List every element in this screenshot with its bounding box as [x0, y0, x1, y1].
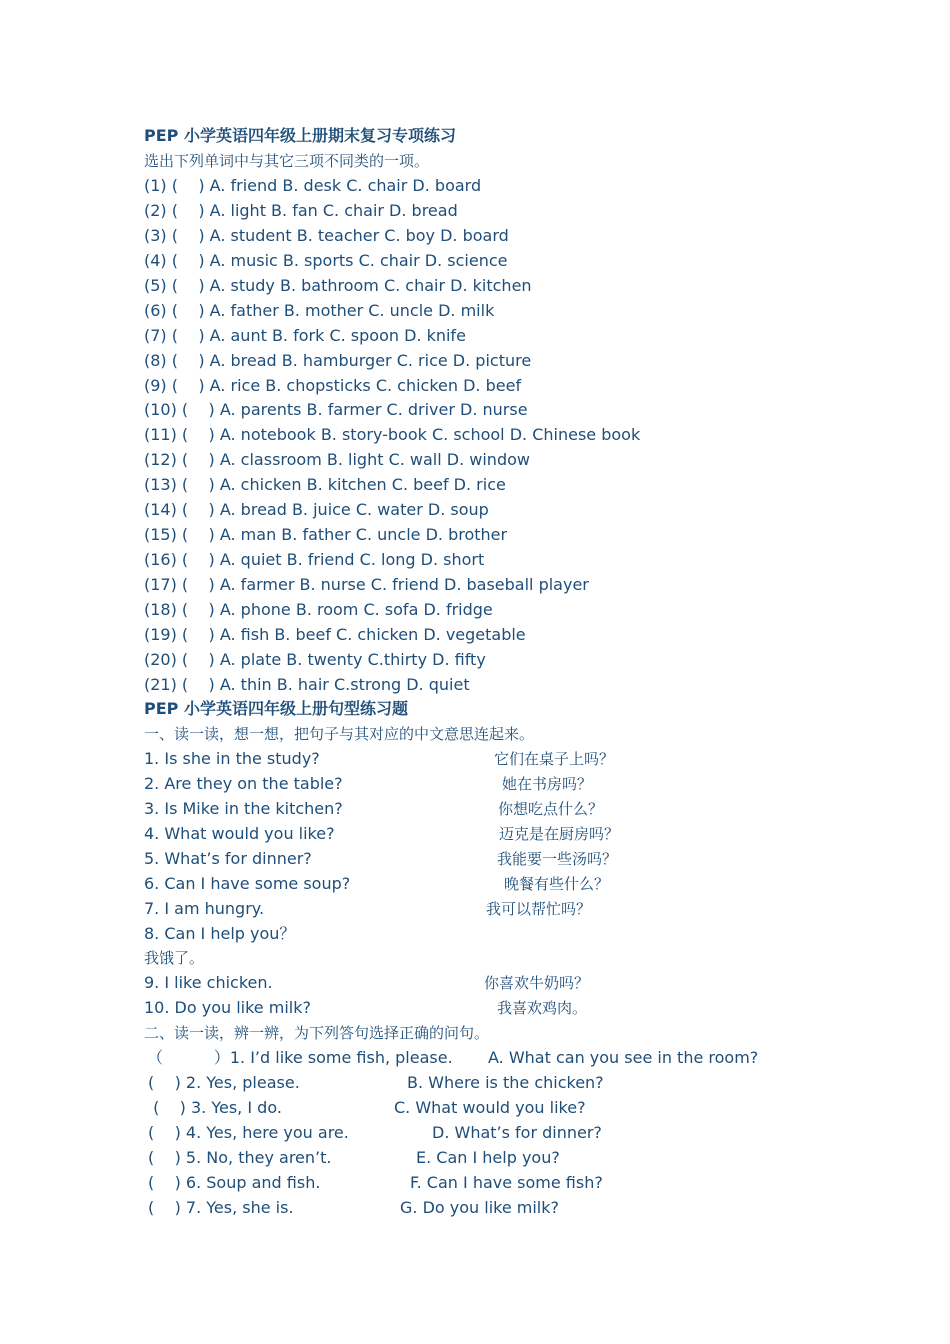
- question-item: (15) ( ) A. man B. father C. uncle D. brother: [144, 525, 508, 544]
- question-item: (7) ( ) A. aunt B. fork C. spoon D. knife: [144, 326, 466, 345]
- chinese-meaning: 它们在桌子上吗？: [494, 750, 615, 768]
- question-option: D. What’s for dinner?: [432, 1123, 602, 1142]
- section2-title: PEP 小学英语四年级上册句型练习题: [144, 699, 408, 718]
- chinese-meaning: 你喜欢牛奶吗？: [484, 974, 590, 992]
- part2-instruction: 二、读一读，辨一辨，为下列答句选择正确的问句。: [144, 1024, 490, 1042]
- chinese-meaning: 我喜欢鸡肉。: [497, 999, 588, 1017]
- question-item: (6) ( ) A. father B. mother C. uncle D. milk: [144, 301, 495, 320]
- answer-item: ( ) 2. Yes, please.: [148, 1073, 300, 1092]
- matching-sentence: 8. Can I help you？: [144, 924, 296, 943]
- question-option: E. Can I help you?: [416, 1148, 560, 1167]
- matching-sentence: 7. I am hungry.: [144, 899, 265, 918]
- answer-item: ( ) 6. Soup and fish.: [148, 1173, 321, 1192]
- matching-sentence: 3. Is Mike in the kitchen?: [144, 799, 343, 818]
- chinese-meaning: 你想吃点什么？: [498, 800, 604, 818]
- question-option: A. What can you see in the room?: [488, 1048, 759, 1067]
- question-item: (13) ( ) A. chicken B. kitchen C. beef D. rice: [144, 475, 506, 494]
- matching-sentence: 2. Are they on the table?: [144, 774, 343, 793]
- question-item: (19) ( ) A. fish B. beef C. chicken D. vegetable: [144, 625, 526, 644]
- question-option: F. Can I have some fish?: [410, 1173, 603, 1192]
- answer-item: ( ) 5. No, they aren’t.: [148, 1148, 332, 1167]
- question-item: (8) ( ) A. bread B. hamburger C. rice D. picture: [144, 351, 532, 370]
- chinese-meaning: 迈克是在厨房吗？: [499, 825, 620, 843]
- matching-sentence: 9. I like chicken.: [144, 973, 273, 992]
- chinese-meaning: 我可以帮忙吗？: [486, 900, 592, 918]
- question-item: (1) ( ) A. friend B. desk C. chair D. board: [144, 176, 482, 195]
- question-item: (16) ( ) A. quiet B. friend C. long D. short: [144, 550, 485, 569]
- question-item: (18) ( ) A. phone B. room C. sofa D. fridge: [144, 600, 493, 619]
- question-item: (9) ( ) A. rice B. chopsticks C. chicken D. beef: [144, 376, 522, 395]
- matching-sentence: 我饿了。: [144, 949, 205, 967]
- question-option: B. Where is the chicken?: [407, 1073, 604, 1092]
- section1-title: PEP 小学英语四年级上册期末复习专项练习: [144, 126, 456, 145]
- question-item: (3) ( ) A. student B. teacher C. boy D. board: [144, 226, 509, 245]
- matching-sentence: 10. Do you like milk?: [144, 998, 311, 1017]
- question-option: G. Do you like milk?: [400, 1198, 559, 1217]
- question-item: (11) ( ) A. notebook B. story-book C. school D. Chinese book: [144, 425, 641, 444]
- question-option: C. What would you like?: [394, 1098, 586, 1117]
- question-item: (5) ( ) A. study B. bathroom C. chair D. kitchen: [144, 276, 532, 295]
- part1-instruction: 一、读一读，想一想，把句子与其对应的中文意思连起来。: [144, 725, 535, 743]
- chinese-meaning: 我能要一些汤吗？: [497, 850, 618, 868]
- matching-sentence: 4. What would you like?: [144, 824, 335, 843]
- chinese-meaning: 她在书房吗？: [502, 775, 593, 793]
- chinese-meaning: 晚餐有些什么？: [504, 875, 610, 893]
- answer-item: （ ）1. I’d like some fish, please.: [147, 1048, 453, 1067]
- question-item: (14) ( ) A. bread B. juice C. water D. soup: [144, 500, 489, 519]
- question-item: (21) ( ) A. thin B. hair C.strong D. quiet: [144, 675, 470, 694]
- question-item: (10) ( ) A. parents B. farmer C. driver D. nurse: [144, 400, 528, 419]
- matching-sentence: 6. Can I have some soup?: [144, 874, 351, 893]
- question-item: (20) ( ) A. plate B. twenty C.thirty D. fifty: [144, 650, 486, 669]
- matching-sentence: 1. Is she in the study?: [144, 749, 320, 768]
- answer-item: ( ) 4. Yes, here you are.: [148, 1123, 349, 1142]
- question-item: (4) ( ) A. music B. sports C. chair D. science: [144, 251, 508, 270]
- matching-sentence: 5. What’s for dinner?: [144, 849, 312, 868]
- question-item: (17) ( ) A. farmer B. nurse C. friend D. baseball player: [144, 575, 589, 594]
- question-item: (2) ( ) A. light B. fan C. chair D. bread: [144, 201, 458, 220]
- answer-item: ( ) 7. Yes, she is.: [148, 1198, 294, 1217]
- answer-item: ( ) 3. Yes, I do.: [148, 1098, 282, 1117]
- question-item: (12) ( ) A. classroom B. light C. wall D. window: [144, 450, 530, 469]
- section1-instruction: 选出下列单词中与其它三项不同类的一项。: [144, 152, 430, 170]
